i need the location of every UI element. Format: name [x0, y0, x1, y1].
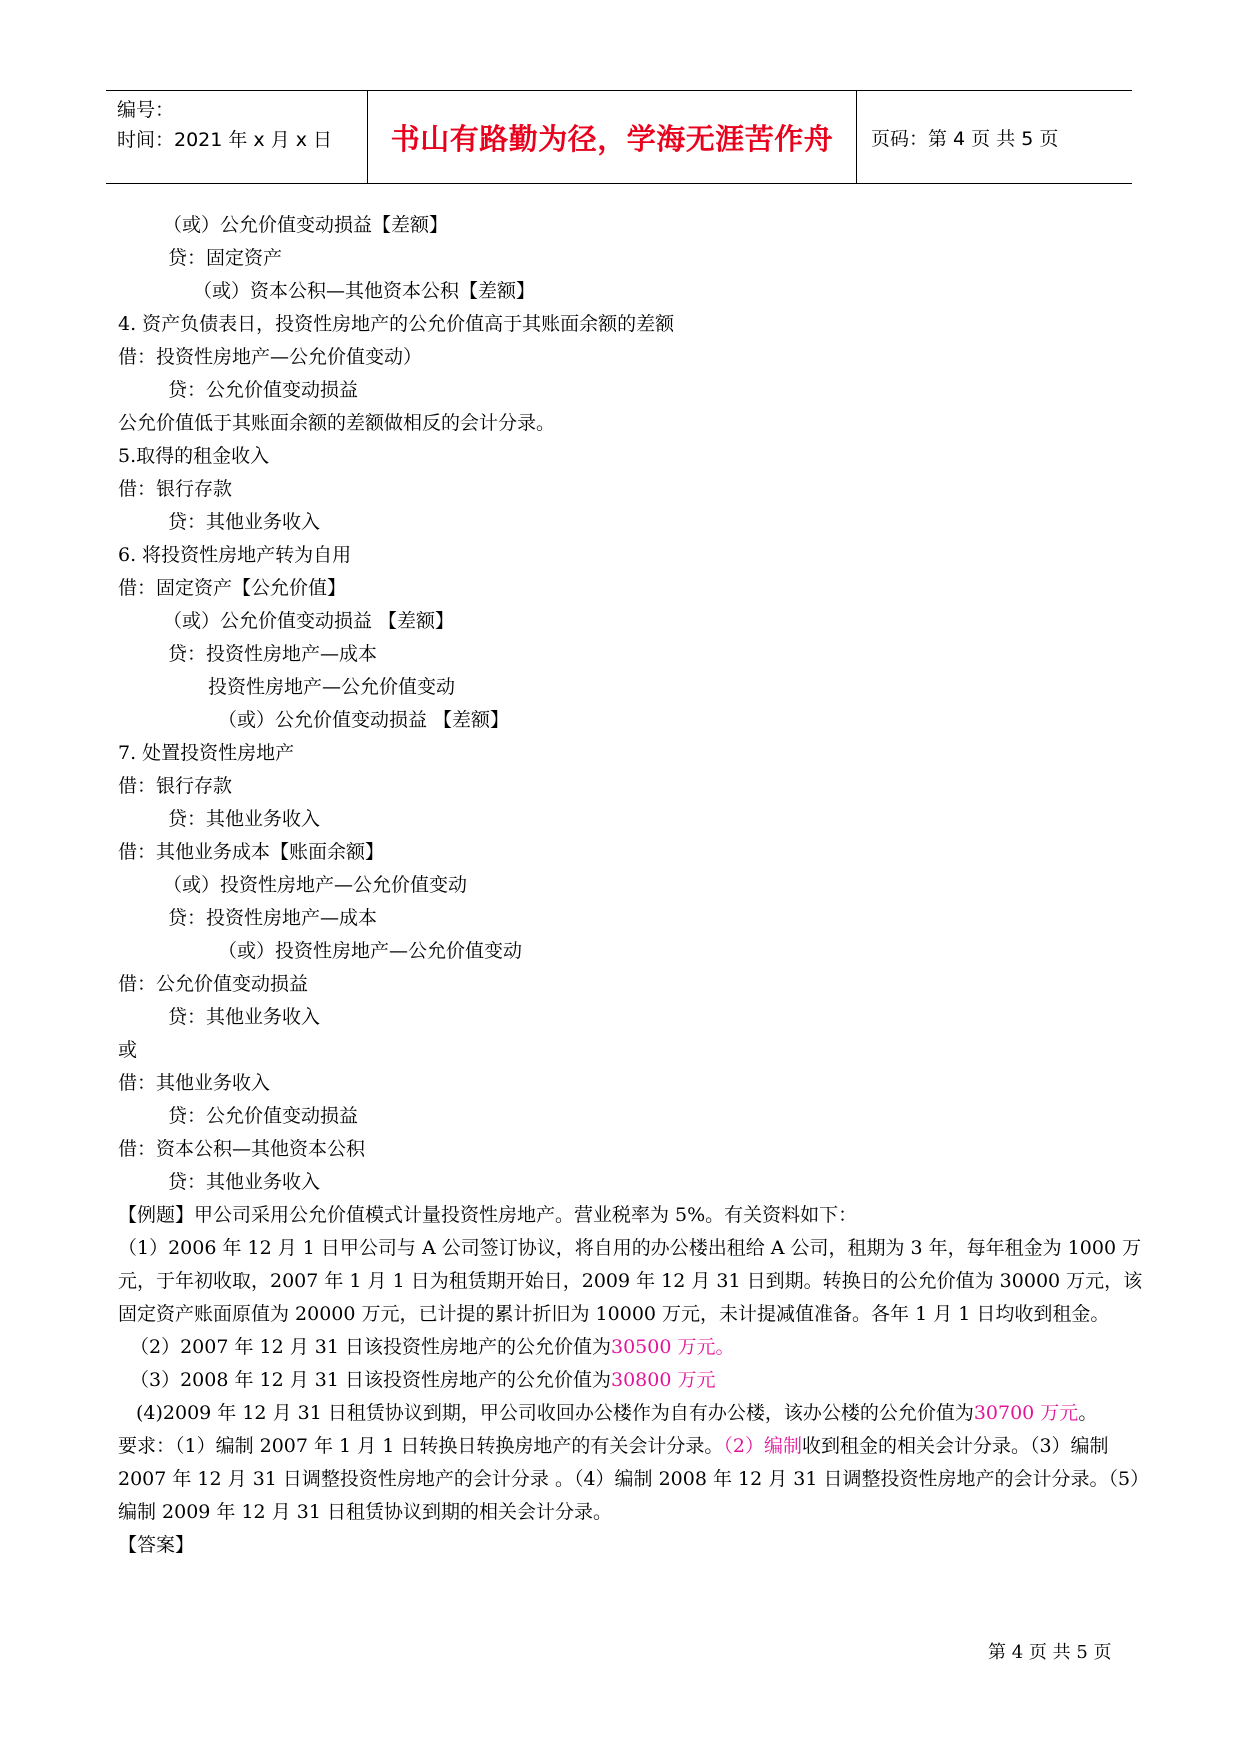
text-line: 贷：其他业务收入	[168, 1006, 321, 1028]
text-line: 4. 资产负债表日，投资性房地产的公允价值高于其账面余额的差额	[118, 313, 675, 335]
highlight-value: 30700 万元	[973, 1402, 1079, 1424]
text-line: 贷：其他业务收入	[168, 808, 321, 830]
text-line: 贷：固定资产	[168, 247, 283, 269]
highlight-value: （2）编制	[723, 1435, 802, 1457]
text-line: 借：固定资产【公允价值】	[118, 577, 347, 599]
requirements-paragraph	[118, 1430, 1158, 1529]
text-line: 贷：投资性房地产—成本	[168, 907, 378, 929]
example-title: 【例题】甲公司采用公允价值模式计量投资性房地产。营业税率为 5%。有关资料如下：	[118, 1204, 858, 1226]
page-header	[106, 90, 1132, 184]
text-line: 投资性房地产—公允价值变动	[208, 676, 456, 698]
text-line: 借：投资性房地产—公允价值变动）	[118, 346, 423, 368]
text-line: 贷：投资性房地产—成本	[168, 643, 378, 665]
example-paragraph-2	[118, 1331, 1158, 1364]
answer-label: 【答案】	[118, 1534, 195, 1556]
requirements-text-a: 要求：（1）编制 2007 年 1 月 1 日转换日转换房地产的有关会计分录。	[118, 1435, 724, 1457]
example-paragraph-3-text: （3）2008 年 12 月 31 日该投资性房地产的公允价值为	[130, 1369, 611, 1391]
time-label: 时间：2021 年 x 月 x 日	[117, 129, 333, 151]
text-line: 借：资本公积—其他资本公积	[118, 1138, 366, 1160]
example-paragraph-1: （1）2006 年 12 月 1 日甲公司与 A 公司签订协议，将自用的办公楼出租给 A 公司，租期为 3 年，每年租金为 1000 万元，于年初收取，2007 年 1 月 1 日为租赁期开始日，2009 年 12 月 31 日到期。转换日的公允价值为 30000 万元，该固定资产账面原值为 20000 万元，已计提的累计折旧为 10000 万元，未计提减值准备。各年 1 月 1 日均收到租金。	[118, 1237, 1143, 1325]
text-line: 7. 处置投资性房地产	[118, 742, 295, 764]
example-paragraph-4	[118, 1397, 1158, 1430]
text-line: 借：银行存款	[118, 478, 233, 500]
text-line: 借：其他业务成本【账面余额】	[118, 841, 385, 863]
text-line: 借：其他业务收入	[118, 1072, 271, 1094]
header-motto: 书山有路勤为径，学海无涯苦作舟	[368, 91, 857, 183]
text-line: （或）投资性房地产—公允价值变动	[218, 940, 523, 962]
text-line: 贷：公允价值变动损益	[168, 1105, 359, 1127]
requirements-text-c: 收到租金的相关会计分录。（3）编制 2007 年 12 月 31 日调整投资性房地产的会计分录 。（4）编制 2008 年 12 月 31 日调整投资性房地产的会计分录。（5）编制 2009 年 12 月 31 日租赁协议到期的相关会计分录。	[118, 1435, 1150, 1523]
text-line: 贷：其他业务收入	[168, 511, 321, 533]
text-line: （或）公允价值变动损益【差额】	[163, 214, 449, 236]
text-line: （或）资本公积—其他资本公积【差额】	[193, 280, 536, 302]
text-line: （或）公允价值变动损益 【差额】	[218, 709, 510, 731]
header-meta	[106, 91, 368, 183]
text-line: 借：公允价值变动损益	[118, 973, 309, 995]
header-page-label: 页码：第 4 页 共 5 页	[871, 127, 1059, 150]
text-line: （或）投资性房地产—公允价值变动	[163, 874, 468, 896]
number-label: 编号：	[117, 99, 175, 121]
example-paragraph-4-end: 。	[1078, 1402, 1098, 1424]
highlight-value: 30800 万元	[611, 1369, 716, 1391]
example-paragraph-3	[118, 1364, 1158, 1397]
text-line: 或	[118, 1039, 138, 1061]
page-footer: 第 4 页 共 5 页	[988, 1642, 1112, 1663]
example-paragraph-2-text: （2）2007 年 12 月 31 日该投资性房地产的公允价值为	[130, 1336, 611, 1358]
example-paragraph-4-text: (4)2009 年 12 月 31 日租赁协议到期，甲公司收回办公楼作为自有办公楼，该办公楼的公允价值为	[136, 1402, 974, 1424]
text-line: （或）公允价值变动损益 【差额】	[163, 610, 455, 632]
text-line: 贷：其他业务收入	[168, 1171, 321, 1193]
document-body	[118, 209, 1158, 1562]
text-line: 公允价值低于其账面余额的差额做相反的会计分录。	[118, 412, 556, 434]
text-line: 6. 将投资性房地产转为自用	[118, 544, 352, 566]
text-line: 贷：公允价值变动损益	[168, 379, 359, 401]
highlight-value: 30500 万元。	[611, 1336, 735, 1358]
text-line: 借：银行存款	[118, 775, 233, 797]
text-line: 5.取得的租金收入	[118, 445, 270, 467]
